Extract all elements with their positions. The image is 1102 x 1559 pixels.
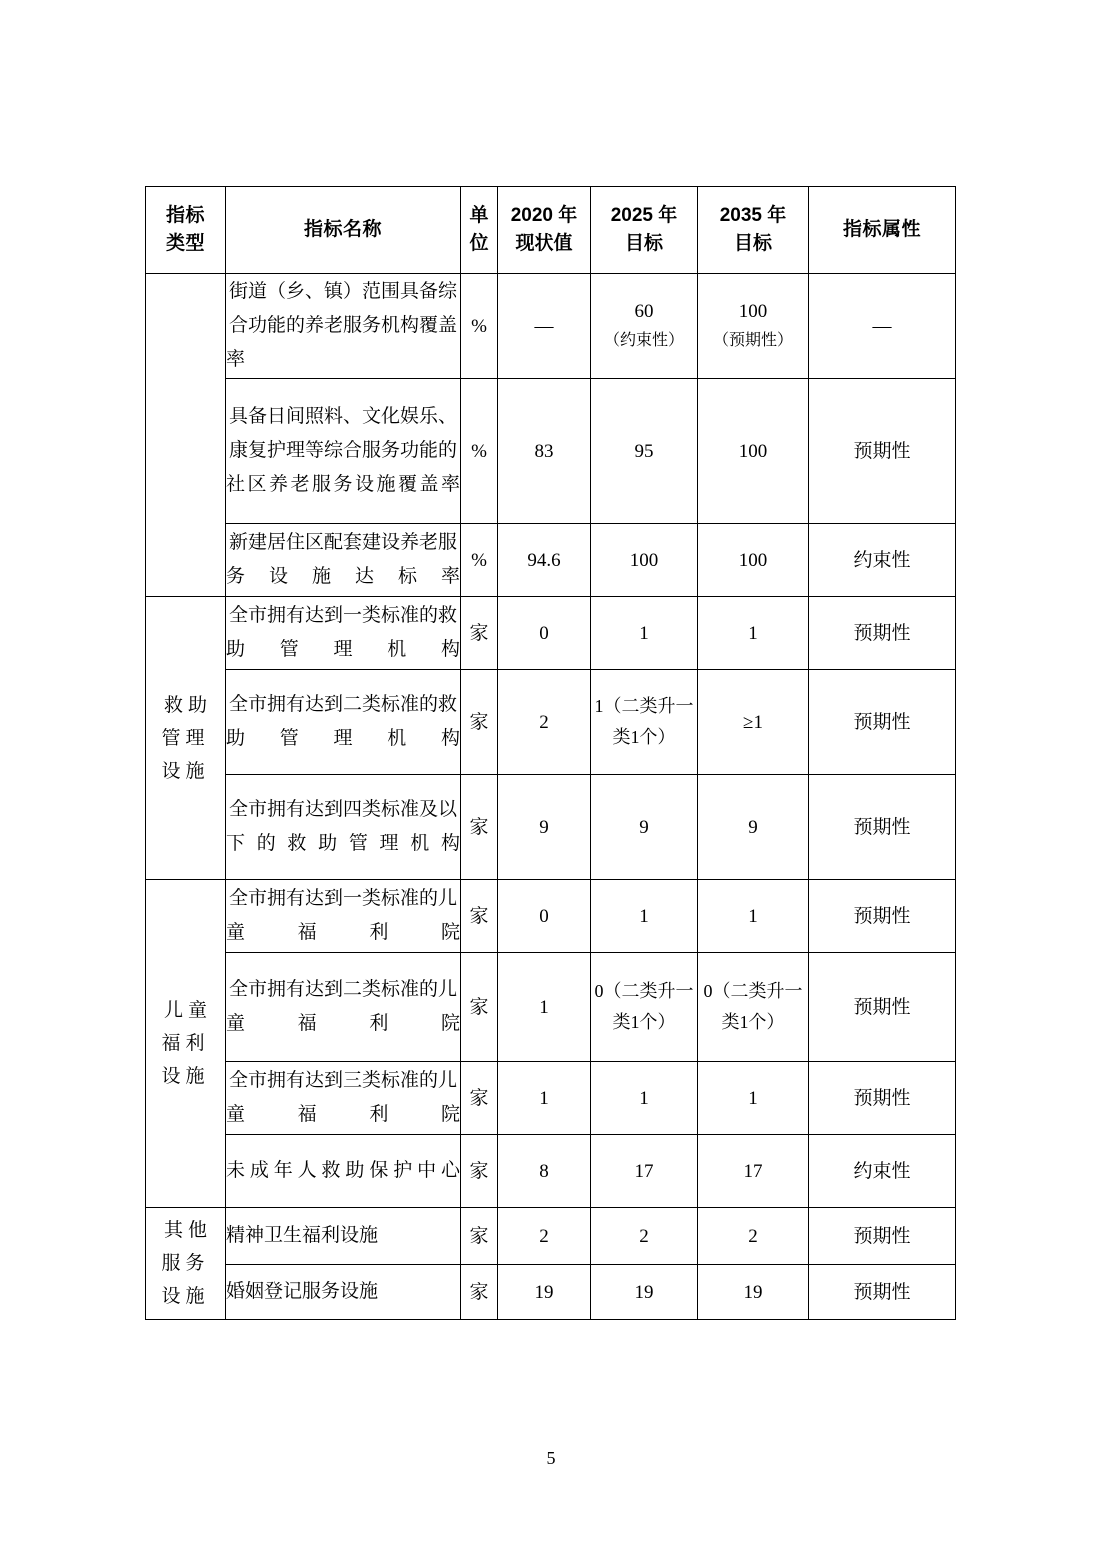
indicator-name: 全市拥有达到三类标准的儿童福利院 bbox=[226, 1062, 461, 1135]
group-label-line-2: 服务 bbox=[161, 1253, 210, 1274]
header-line-1: 2025 年 bbox=[610, 205, 678, 226]
table-row bbox=[146, 1208, 956, 1265]
header-2035-target bbox=[698, 187, 809, 274]
header-line-1: 单 bbox=[469, 205, 489, 226]
value-2025: 2 bbox=[591, 1208, 698, 1265]
value-2025: 1 bbox=[591, 880, 698, 953]
indicator-unit: % bbox=[461, 524, 498, 597]
value-2035 bbox=[698, 953, 809, 1062]
header-unit bbox=[461, 187, 498, 274]
value-2020: 0 bbox=[498, 597, 591, 670]
indicator-unit: 家 bbox=[461, 880, 498, 953]
indicator-name: 全市拥有达到四类标准及以下的救助管理机构 bbox=[226, 775, 461, 880]
group-label-line-1: 儿童 bbox=[163, 1000, 212, 1021]
indicator-attribute: 预期性 bbox=[809, 880, 956, 953]
group-label-line-3: 设施 bbox=[161, 1286, 210, 1307]
header-indicator-type bbox=[146, 187, 226, 274]
value-2035: 9 bbox=[698, 775, 809, 880]
group-label-line-2: 福利 bbox=[161, 1033, 210, 1054]
value-2035: 19 bbox=[698, 1265, 809, 1320]
value-2020: 94.6 bbox=[498, 524, 591, 597]
value-2035: 17 bbox=[698, 1135, 809, 1208]
indicator-unit: 家 bbox=[461, 953, 498, 1062]
value-2035-sub: （预期性） bbox=[712, 332, 793, 349]
value-2025 bbox=[591, 670, 698, 775]
value-2020: 2 bbox=[498, 670, 591, 775]
value-2025-main: 60 bbox=[634, 301, 654, 322]
indicator-attribute: 预期性 bbox=[809, 670, 956, 775]
indicator-unit: 家 bbox=[461, 1062, 498, 1135]
indicator-name: 全市拥有达到二类标准的救助管理机构 bbox=[226, 670, 461, 775]
value-2025-sub: （约束性） bbox=[603, 332, 684, 349]
header-row bbox=[146, 187, 956, 274]
value-2035-main: 100 bbox=[738, 301, 768, 322]
group-label-other-services bbox=[146, 1208, 226, 1320]
indicator-name: 全市拥有达到二类标准的儿童福利院 bbox=[226, 953, 461, 1062]
indicator-name: 全市拥有达到一类标准的儿童福利院 bbox=[226, 880, 461, 953]
value-2035: 1 bbox=[698, 597, 809, 670]
value-2020: 8 bbox=[498, 1135, 591, 1208]
table-row bbox=[146, 953, 956, 1062]
value-2035: ≥1 bbox=[698, 670, 809, 775]
group-label-line-1: 其他 bbox=[163, 1220, 212, 1241]
header-line-1: 指标 bbox=[165, 205, 205, 226]
indicator-attribute: 预期性 bbox=[809, 379, 956, 524]
indicator-attribute: — bbox=[809, 274, 956, 379]
table-row bbox=[146, 880, 956, 953]
header-2020-current bbox=[498, 187, 591, 274]
value-2025-note: 0（二类升一类1个） bbox=[594, 981, 694, 1032]
indicator-attribute: 约束性 bbox=[809, 524, 956, 597]
group-label-line-2: 管理 bbox=[161, 727, 210, 749]
group-label-rescue-management bbox=[146, 597, 226, 880]
indicator-unit: 家 bbox=[461, 1208, 498, 1265]
value-2035: 1 bbox=[698, 880, 809, 953]
indicator-attribute: 预期性 bbox=[809, 1208, 956, 1265]
value-2020: 1 bbox=[498, 953, 591, 1062]
indicator-name: 精神卫生福利设施 bbox=[226, 1208, 461, 1265]
header-line-1: 2035 年 bbox=[719, 205, 787, 226]
indicator-name: 全市拥有达到一类标准的救助管理机构 bbox=[226, 597, 461, 670]
indicator-name: 新建居住区配套建设养老服务设施达标率 bbox=[226, 524, 461, 597]
value-2025: 95 bbox=[591, 379, 698, 524]
group-label-child-welfare bbox=[146, 880, 226, 1208]
value-2035: 100 bbox=[698, 524, 809, 597]
indicator-unit: % bbox=[461, 379, 498, 524]
indicator-unit: % bbox=[461, 274, 498, 379]
header-line-2: 现状值 bbox=[515, 233, 573, 254]
table-row bbox=[146, 597, 956, 670]
value-2035: 1 bbox=[698, 1062, 809, 1135]
table-row bbox=[146, 775, 956, 880]
table-row bbox=[146, 274, 956, 379]
value-2035: 2 bbox=[698, 1208, 809, 1265]
value-2025 bbox=[591, 274, 698, 379]
indicator-name: 婚姻登记服务设施 bbox=[226, 1265, 461, 1320]
value-2025 bbox=[591, 953, 698, 1062]
table-row bbox=[146, 379, 956, 524]
indicator-name: 具备日间照料、文化娱乐、康复护理等综合服务功能的社区养老服务设施覆盖率 bbox=[226, 379, 461, 524]
indicator-unit: 家 bbox=[461, 1265, 498, 1320]
header-2025-target bbox=[591, 187, 698, 274]
value-2020: 9 bbox=[498, 775, 591, 880]
value-2025: 9 bbox=[591, 775, 698, 880]
table-row bbox=[146, 524, 956, 597]
value-2025: 1 bbox=[591, 597, 698, 670]
value-2025: 1 bbox=[591, 1062, 698, 1135]
group-label-line-3: 设施 bbox=[161, 760, 210, 782]
value-2035 bbox=[698, 274, 809, 379]
value-2020: 83 bbox=[498, 379, 591, 524]
page-number: 5 bbox=[546, 1448, 556, 1468]
header-line-2: 目标 bbox=[733, 233, 772, 254]
table-row bbox=[146, 1062, 956, 1135]
table-row bbox=[146, 1265, 956, 1320]
value-2035: 100 bbox=[698, 379, 809, 524]
indicator-table bbox=[145, 186, 956, 1320]
header-line-2: 目标 bbox=[624, 233, 663, 254]
group-label-continuation bbox=[146, 274, 226, 597]
indicator-unit: 家 bbox=[461, 1135, 498, 1208]
indicator-attribute: 预期性 bbox=[809, 1265, 956, 1320]
indicator-attribute: 预期性 bbox=[809, 775, 956, 880]
table-body bbox=[146, 274, 956, 1320]
value-2035-note: 0（二类升一类1个） bbox=[703, 981, 803, 1032]
indicator-attribute: 预期性 bbox=[809, 953, 956, 1062]
header-indicator-name: 指标名称 bbox=[226, 187, 461, 274]
indicator-name: 未成年人救助保护中心 bbox=[226, 1135, 461, 1208]
indicator-unit: 家 bbox=[461, 670, 498, 775]
header-line-2: 类型 bbox=[165, 233, 205, 254]
indicator-attribute: 预期性 bbox=[809, 597, 956, 670]
value-2020: 2 bbox=[498, 1208, 591, 1265]
header-line-2: 位 bbox=[469, 233, 489, 254]
group-label-line-3: 设施 bbox=[161, 1066, 210, 1087]
indicator-unit: 家 bbox=[461, 775, 498, 880]
value-2020: — bbox=[498, 274, 591, 379]
indicator-unit: 家 bbox=[461, 597, 498, 670]
group-label-line-1: 救助 bbox=[163, 694, 212, 716]
indicator-attribute: 约束性 bbox=[809, 1135, 956, 1208]
value-2020: 19 bbox=[498, 1265, 591, 1320]
table-row bbox=[146, 670, 956, 775]
value-2020: 0 bbox=[498, 880, 591, 953]
value-2025: 19 bbox=[591, 1265, 698, 1320]
value-2025: 17 bbox=[591, 1135, 698, 1208]
indicator-table-container bbox=[145, 186, 955, 1320]
value-2025-note: 1（二类升一类1个） bbox=[594, 696, 694, 747]
table-header bbox=[146, 187, 956, 274]
indicator-attribute: 预期性 bbox=[809, 1062, 956, 1135]
table-row bbox=[146, 1135, 956, 1208]
value-2025: 100 bbox=[591, 524, 698, 597]
header-indicator-attribute: 指标属性 bbox=[809, 187, 956, 274]
indicator-name: 街道（乡、镇）范围具备综合功能的养老服务机构覆盖率 bbox=[226, 274, 461, 379]
header-line-1: 2020 年 bbox=[510, 205, 578, 226]
value-2020: 1 bbox=[498, 1062, 591, 1135]
